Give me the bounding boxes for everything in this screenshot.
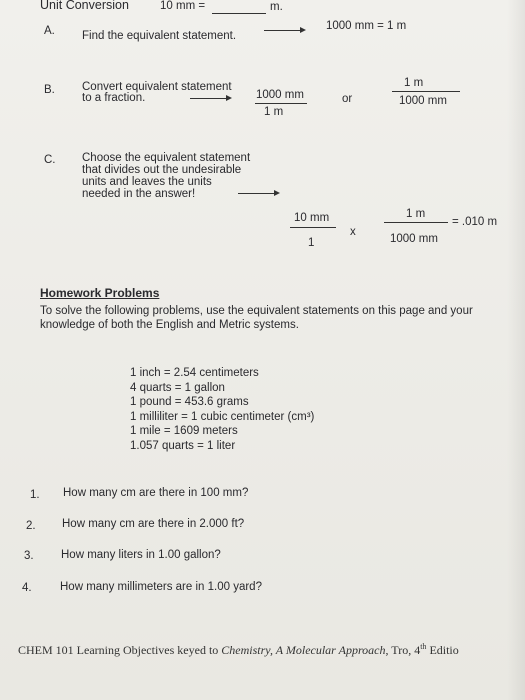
section-c-line-1: Choose the equivalent statement bbox=[82, 152, 251, 164]
problem-2-number: 2. bbox=[26, 520, 36, 532]
section-c-line-3: units and leaves the units bbox=[82, 176, 212, 188]
fraction-4-denominator: 1000 mm bbox=[390, 233, 438, 245]
equivalent-item: 1.057 quarts = 1 liter bbox=[130, 439, 236, 452]
problem-3-text: How many liters in 1.00 gallon? bbox=[61, 549, 221, 561]
section-c-text bbox=[82, 152, 250, 200]
fraction-4-numerator: 1 m bbox=[406, 208, 426, 220]
fraction-1-bar bbox=[255, 103, 307, 104]
equivalent-item: 1 milliliter = 1 cubic centimeter (cm³) bbox=[130, 410, 315, 423]
page-title: Unit Conversion bbox=[40, 0, 129, 12]
footer-superscript: th bbox=[420, 642, 427, 651]
fraction-2-bar bbox=[392, 91, 460, 92]
section-c-letter: C. bbox=[44, 154, 56, 166]
or-text: or bbox=[342, 93, 353, 105]
fraction-3-numerator: 10 mm bbox=[294, 212, 330, 224]
problem-4-number: 4. bbox=[22, 582, 32, 594]
fraction-1-numerator: 1000 mm bbox=[256, 89, 304, 101]
fraction-3-bar bbox=[290, 227, 336, 228]
section-b-text bbox=[82, 82, 232, 104]
footer-tail: Editio bbox=[426, 643, 459, 657]
arrow-b bbox=[190, 98, 230, 99]
equivalent-item: 1 inch = 2.54 centimeters bbox=[130, 367, 259, 379]
footer-prefix: CHEM 101 Learning Objectives keyed to bbox=[18, 643, 222, 657]
section-c-result: = .010 m bbox=[452, 216, 498, 228]
section-a-result: 1000 mm = 1 m bbox=[326, 20, 407, 32]
arrow-a bbox=[264, 30, 304, 31]
answer-blank bbox=[212, 13, 266, 14]
section-b-text-line1: Convert equivalent statement bbox=[82, 81, 232, 93]
fraction-2-denominator: 1000 mm bbox=[399, 95, 447, 107]
section-c-line-4: needed in the answer! bbox=[82, 188, 196, 200]
equivalent-item: 1 mile = 1609 meters bbox=[130, 425, 238, 438]
page-edge-shadow bbox=[507, 0, 525, 700]
fraction-4-bar bbox=[384, 222, 448, 223]
fraction-1-denominator: 1 m bbox=[264, 106, 284, 118]
homework-intro bbox=[40, 304, 473, 332]
homework-intro-line1: To solve the following problems, use the equivalent statements on this page and your bbox=[40, 305, 473, 317]
homework-intro-line2: knowledge of both the English and Metric systems. bbox=[40, 319, 299, 331]
page-footer bbox=[18, 642, 459, 658]
equivalents-list bbox=[130, 366, 314, 454]
equivalent-item: 4 quarts = 1 gallon bbox=[130, 381, 225, 394]
problem-1-number: 1. bbox=[30, 489, 40, 501]
section-a-letter: A. bbox=[44, 25, 55, 37]
section-a-text: Find the equivalent statement. bbox=[82, 30, 237, 42]
section-b-letter: B. bbox=[44, 84, 55, 96]
header-unit: m. bbox=[270, 1, 283, 13]
problem-1-text: How many cm are there in 100 mm? bbox=[63, 487, 249, 499]
homework-title: Homework Problems bbox=[40, 286, 160, 300]
equivalent-item: 1 pound = 453.6 grams bbox=[130, 396, 249, 409]
problem-4-text: How many millimeters are in 1.00 yard? bbox=[60, 581, 262, 593]
section-b-text-line2: to a fraction. bbox=[82, 92, 146, 104]
footer-book-title: Chemistry, A Molecular Approach bbox=[221, 643, 386, 657]
times-sign: x bbox=[350, 226, 356, 238]
fraction-3-denominator: 1 bbox=[308, 237, 315, 249]
problem-2-text: How many cm are there in 2.000 ft? bbox=[62, 518, 245, 530]
problem-3-number: 3. bbox=[24, 550, 34, 562]
arrow-c bbox=[238, 193, 278, 194]
section-c-line-2: that divides out the undesirable bbox=[82, 164, 242, 176]
footer-suffix: , Tro, 4 bbox=[385, 643, 421, 657]
header-equation: 10 mm = bbox=[160, 0, 206, 12]
fraction-2-numerator: 1 m bbox=[404, 77, 424, 89]
